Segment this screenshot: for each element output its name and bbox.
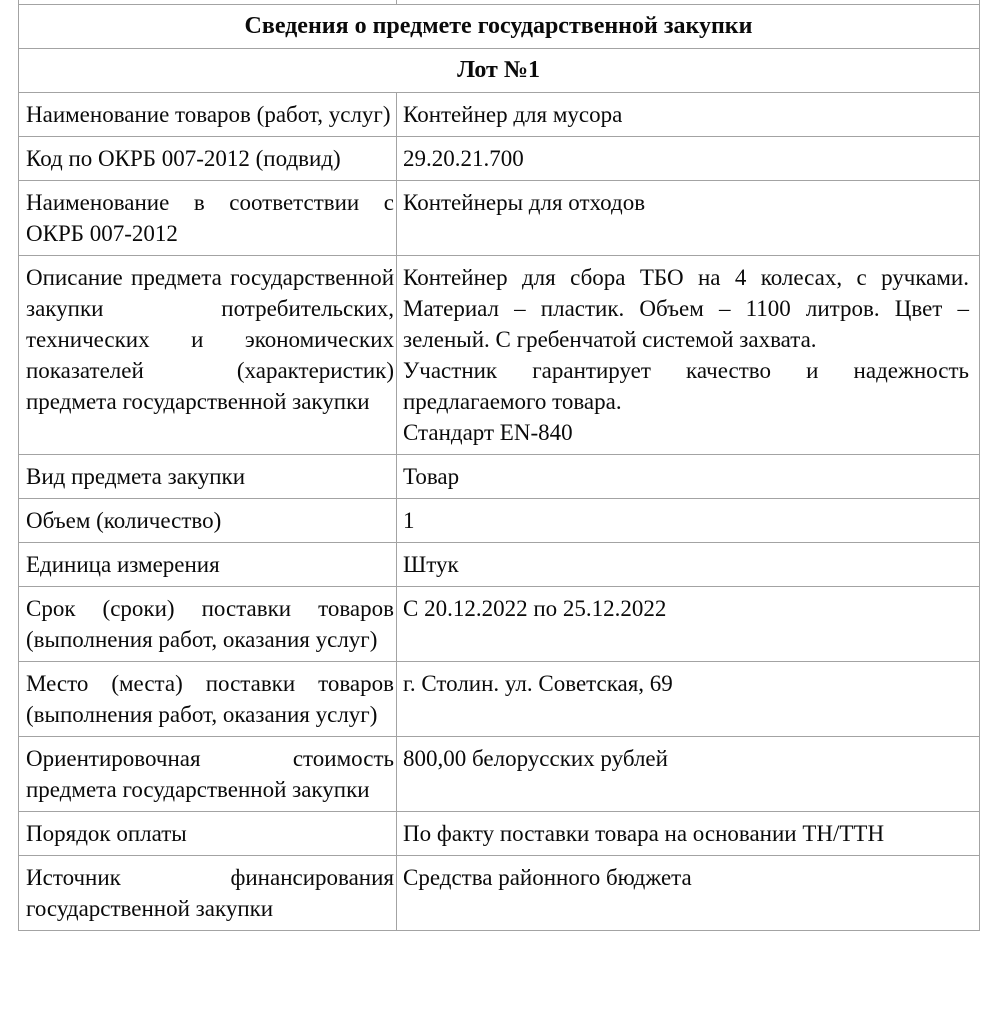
table-row-funding-source bbox=[19, 856, 980, 931]
table-row-quantity bbox=[19, 499, 980, 543]
row-label: Объем (количество) bbox=[19, 499, 397, 542]
row-label: Порядок оплаты bbox=[19, 812, 397, 855]
row-value: 1 bbox=[403, 508, 415, 533]
row-label: Единица измерения bbox=[19, 543, 397, 586]
row-value: Штук bbox=[403, 552, 459, 577]
table-row-payment-order bbox=[19, 812, 980, 856]
row-label: Наименование в соответствии с ОКРБ 007-2012 bbox=[19, 181, 397, 255]
row-value: Средства районного бюджета bbox=[403, 865, 692, 890]
table-title-row bbox=[19, 5, 980, 49]
row-value: Контейнер для мусора bbox=[403, 102, 623, 127]
table-row-delivery-term bbox=[19, 587, 980, 662]
description-paragraph: Стандарт EN-840 bbox=[403, 420, 573, 445]
row-label: Ориентировочная стоимость предмета государственной закупки bbox=[19, 737, 397, 811]
row-value: 800,00 белорусских рублей bbox=[403, 746, 668, 771]
description-paragraph: Участник гарантирует качество и надежность предлагаемого товара. bbox=[403, 358, 969, 414]
description-paragraph: Контейнер для сбора ТБО на 4 колесах, с ручками. Материал – пластик. Объем – 1100 литров. Цвет – зеленый. С гребенчатой системой захвата. bbox=[403, 265, 969, 352]
procurement-details-table bbox=[18, 0, 980, 931]
row-value bbox=[397, 256, 979, 454]
table-row-okrb-code bbox=[19, 137, 980, 181]
row-value: г. Столин. ул. Советская, 69 bbox=[403, 671, 673, 696]
clipped-top-row-value-cell bbox=[397, 0, 979, 4]
table-row-item-name bbox=[19, 93, 980, 137]
row-label: Наименование товаров (работ, услуг) bbox=[19, 93, 397, 136]
row-value: По факту поставки товара на основании ТН/ТТН bbox=[403, 821, 885, 846]
table-row-estimated-cost bbox=[19, 737, 980, 812]
table-title: Сведения о предмете государственной закупки bbox=[244, 13, 753, 39]
table-row-item-type bbox=[19, 455, 980, 499]
row-value: С 20.12.2022 по 25.12.2022 bbox=[403, 596, 667, 621]
table-row-unit bbox=[19, 543, 980, 587]
clipped-top-row-label-cell bbox=[19, 0, 397, 4]
row-value: Контейнеры для отходов bbox=[403, 190, 646, 215]
row-label: Срок (сроки) поставки товаров (выполнения работ, оказания услуг) bbox=[19, 587, 397, 661]
row-value: Товар bbox=[403, 464, 460, 489]
lot-title: Лот №1 bbox=[457, 57, 540, 83]
table-row-okrb-name bbox=[19, 181, 980, 256]
row-label: Код по ОКРБ 007-2012 (подвид) bbox=[19, 137, 397, 180]
row-label: Описание предмета государственной закупки потребительских, технических и экономических показателей (характеристик) предмета государственной закупки bbox=[19, 256, 397, 454]
row-label: Место (места) поставки товаров (выполнения работ, оказания услуг) bbox=[19, 662, 397, 736]
table-row-description bbox=[19, 256, 980, 455]
table-row-delivery-place bbox=[19, 662, 980, 737]
lot-title-row bbox=[19, 49, 980, 93]
row-label: Вид предмета закупки bbox=[19, 455, 397, 498]
row-value: 29.20.21.700 bbox=[403, 146, 524, 171]
row-label: Источник финансирования государственной закупки bbox=[19, 856, 397, 930]
